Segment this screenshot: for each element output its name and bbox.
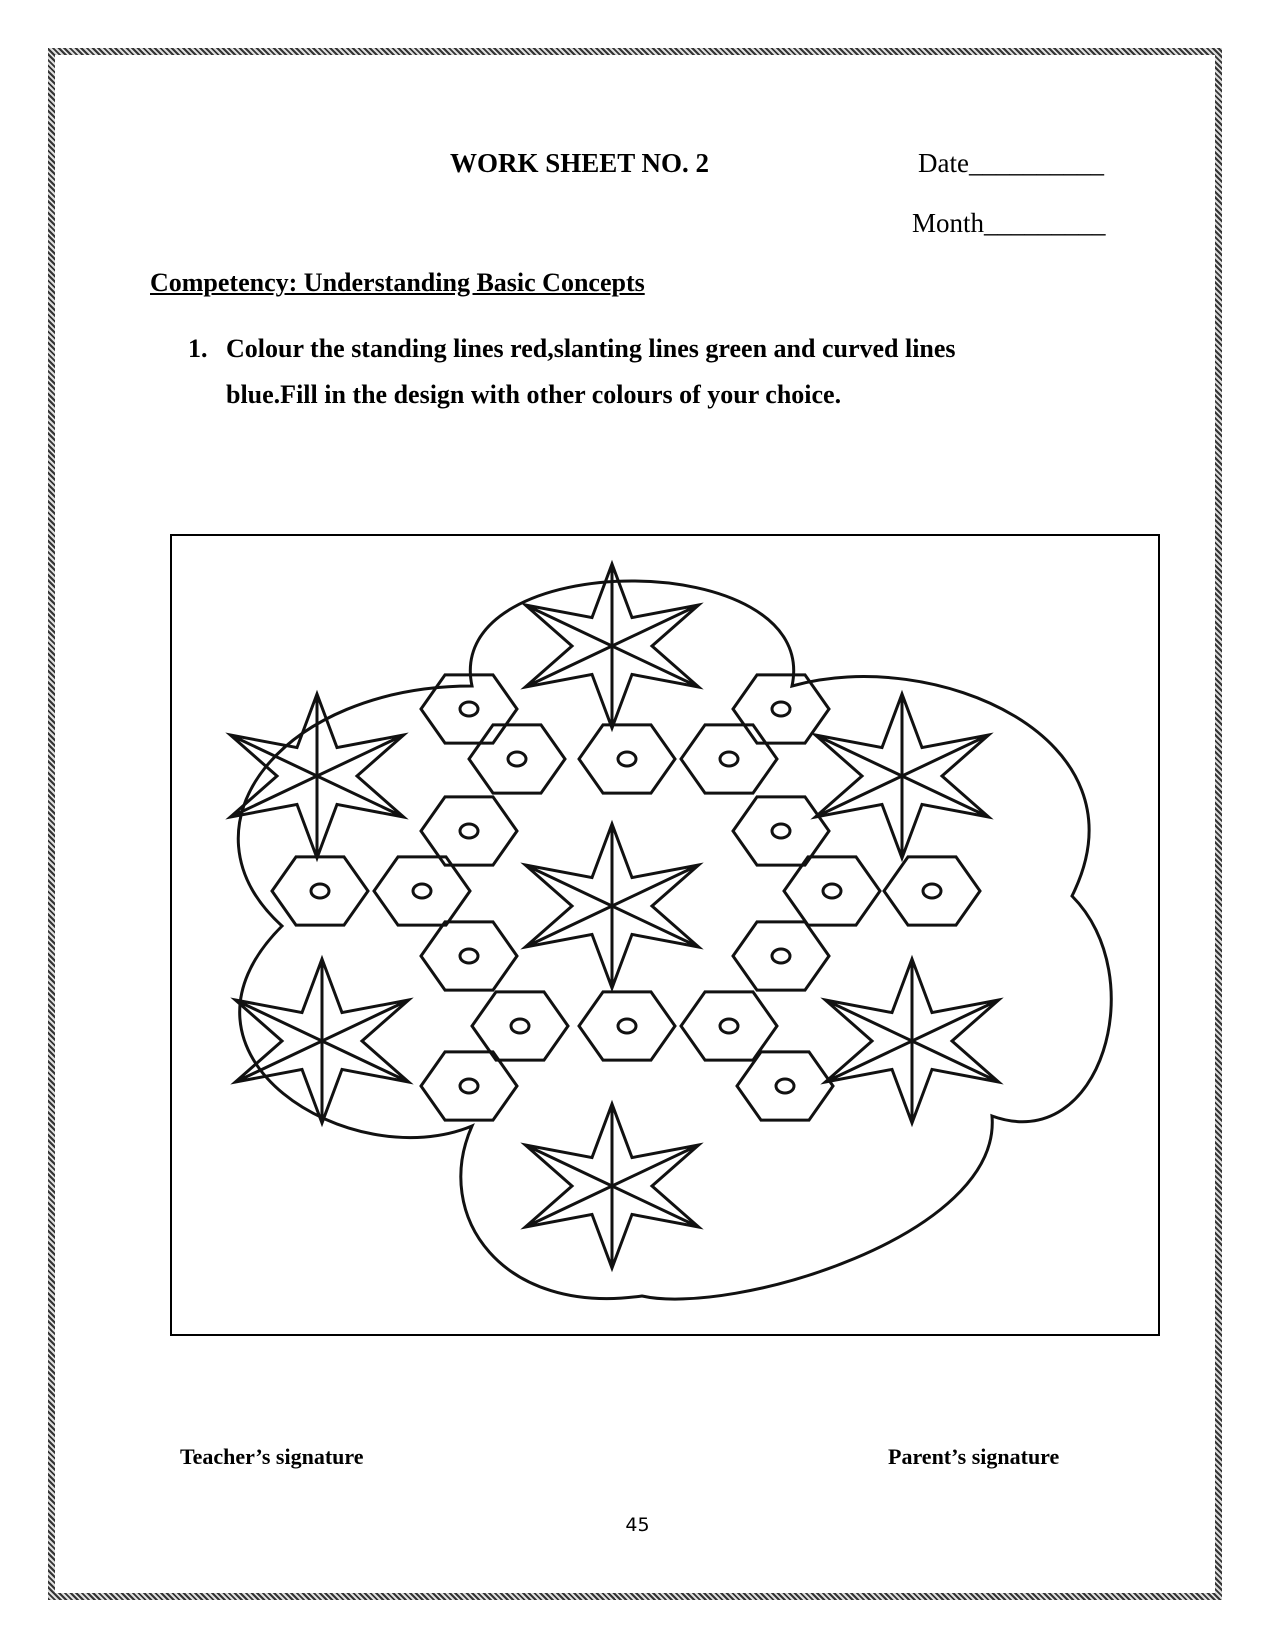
rangoli-design bbox=[172, 536, 1158, 1334]
star-icon bbox=[825, 959, 998, 1123]
hexagon-icon bbox=[737, 1052, 833, 1120]
star-icon bbox=[235, 959, 408, 1123]
circle-icon bbox=[311, 884, 329, 898]
hexagon-icon bbox=[374, 857, 470, 925]
star-icon bbox=[525, 824, 698, 988]
hexagon-icon bbox=[421, 1052, 517, 1120]
circle-icon bbox=[460, 1079, 478, 1093]
circle-icon bbox=[460, 824, 478, 838]
question-line-2: blue.Fill in the design with other colours of your choice. bbox=[226, 380, 842, 409]
hexagon-icon bbox=[784, 857, 880, 925]
hexagon-icon bbox=[884, 857, 980, 925]
hexagon-icon bbox=[579, 992, 675, 1060]
circle-icon bbox=[508, 752, 526, 766]
hexagon-icon bbox=[472, 992, 568, 1060]
hexagon-icon bbox=[469, 725, 565, 793]
hexagon-icon bbox=[272, 857, 368, 925]
hexagon-icon bbox=[733, 797, 829, 865]
question-instruction bbox=[188, 326, 1088, 418]
circle-icon bbox=[772, 949, 790, 963]
hexagon-icon bbox=[579, 725, 675, 793]
star-icon bbox=[525, 564, 698, 728]
circle-icon bbox=[618, 1019, 636, 1033]
hexagon-icon bbox=[421, 922, 517, 990]
circle-icon bbox=[460, 949, 478, 963]
circle-icon bbox=[776, 1079, 794, 1093]
hexagon-icon bbox=[733, 675, 829, 743]
circle-icon bbox=[720, 752, 738, 766]
parent-signature-label: Parent’s signature bbox=[888, 1444, 1060, 1469]
circle-icon bbox=[923, 884, 941, 898]
circle-icon bbox=[618, 752, 636, 766]
question-line-1: Colour the standing lines red,slanting lines green and curved lines bbox=[226, 334, 956, 363]
hexagon-icon bbox=[681, 992, 777, 1060]
star-icon bbox=[525, 1104, 698, 1268]
circle-icon bbox=[460, 702, 478, 716]
teacher-signature-label: Teacher’s signature bbox=[180, 1444, 364, 1469]
month-field: Month_________ bbox=[912, 208, 1106, 238]
page-number: 45 bbox=[625, 1514, 650, 1536]
rangoli-design-frame bbox=[170, 534, 1160, 1336]
worksheet-title: WORK SHEET NO. 2 bbox=[450, 148, 710, 178]
circle-icon bbox=[772, 702, 790, 716]
question-number: 1. bbox=[188, 334, 208, 363]
circle-icon bbox=[720, 1019, 738, 1033]
circle-icon bbox=[823, 884, 841, 898]
hexagon-icon bbox=[421, 797, 517, 865]
outer-curved-outline bbox=[238, 581, 1111, 1299]
date-field: Date__________ bbox=[918, 148, 1104, 178]
circle-icon bbox=[413, 884, 431, 898]
hexagon-icon bbox=[733, 922, 829, 990]
competency-heading: Competency: Understanding Basic Concepts bbox=[150, 268, 645, 297]
hexagon-icon bbox=[681, 725, 777, 793]
star-icon bbox=[230, 694, 403, 858]
star-icon bbox=[815, 694, 988, 858]
circle-icon bbox=[511, 1019, 529, 1033]
circle-icon bbox=[772, 824, 790, 838]
